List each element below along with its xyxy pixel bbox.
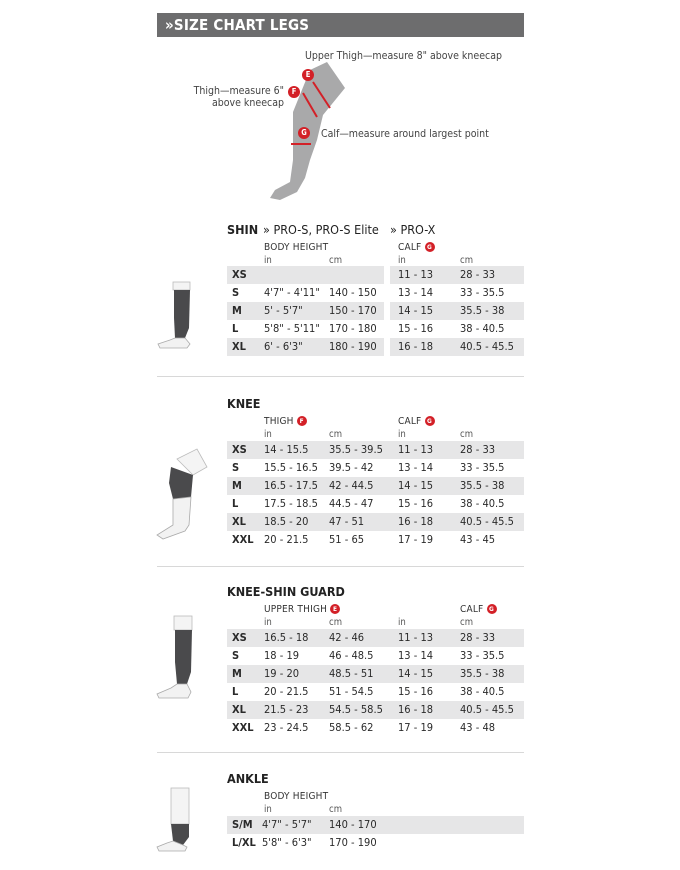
cell-cm: 180 - 190 (329, 340, 377, 353)
unit-in: in (398, 429, 406, 440)
table-row (227, 816, 524, 834)
cell-in: 14 - 15 (398, 667, 434, 680)
knee-shin-calf-header-label: CALF (460, 604, 484, 615)
unit-cm: cm (460, 617, 474, 628)
table-row (227, 266, 384, 284)
table-row (227, 320, 384, 338)
section-divider (157, 376, 524, 377)
shin-group-pro-x: » PRO-X (390, 222, 436, 237)
cell-cm: 35.5 - 38 (460, 667, 505, 680)
cell-cm: 28 - 33 (460, 268, 496, 281)
cell-in: 20 - 21.5 (264, 533, 309, 546)
cell-in: 4'7" - 4'11" (264, 286, 320, 299)
cell-cm: 150 - 170 (329, 304, 377, 317)
knee-shin-upper-thigh-header (264, 604, 340, 615)
size-label: XS (232, 268, 247, 281)
table-row (227, 513, 524, 531)
knee-thigh-header-label: THIGH (264, 416, 294, 427)
table-row (227, 665, 524, 683)
table-row (390, 302, 524, 320)
cell-cm: 38 - 40.5 (460, 497, 505, 510)
cell-cm: 40.5 - 45.5 (460, 703, 514, 716)
cell-in: 16.5 - 17.5 (264, 479, 318, 492)
cell-cm: 140 - 150 (329, 286, 377, 299)
cell-in: 20 - 21.5 (264, 685, 309, 698)
knee-thigh-header (264, 416, 307, 427)
size-label: S (232, 286, 240, 299)
cell-cm: 44.5 - 47 (329, 497, 374, 510)
table-row (227, 441, 524, 459)
cell-in: 11 - 13 (398, 631, 434, 644)
unit-in: in (264, 804, 272, 815)
unit-cm: cm (329, 429, 343, 440)
size-label: M (232, 667, 242, 680)
table-row (227, 683, 524, 701)
unit-cm: cm (329, 255, 343, 266)
cell-in: 16 - 18 (398, 515, 434, 528)
cell-in: 14 - 15 (398, 304, 434, 317)
size-label: XS (232, 443, 247, 456)
table-row (227, 719, 524, 737)
cell-cm: 28 - 33 (460, 631, 496, 644)
cell-in: 14 - 15.5 (264, 443, 309, 456)
table-row (227, 338, 384, 356)
cell-cm: 35.5 - 39.5 (329, 443, 383, 456)
table-row (227, 477, 524, 495)
cell-in: 23 - 24.5 (264, 721, 309, 734)
size-label: M (232, 304, 242, 317)
size-label: XL (232, 515, 246, 528)
thigh-caption (192, 85, 284, 109)
cell-in: 15 - 16 (398, 497, 434, 510)
cell-cm: 47 - 51 (329, 515, 365, 528)
unit-in: in (264, 255, 272, 266)
cell-in: 19 - 20 (264, 667, 300, 680)
unit-in: in (398, 255, 406, 266)
cell-cm: 40.5 - 45.5 (460, 340, 514, 353)
shin-body-height-header: BODY HEIGHT (264, 242, 329, 253)
badge-f-icon: F (288, 86, 300, 98)
unit-cm: cm (329, 617, 343, 628)
cell-in: 17.5 - 18.5 (264, 497, 318, 510)
cell-cm: 43 - 48 (460, 721, 496, 734)
ankle-body-height-header: BODY HEIGHT (264, 791, 329, 802)
badge-e-icon: E (330, 604, 340, 614)
cell-in: 16 - 18 (398, 340, 434, 353)
cell-cm: 170 - 180 (329, 322, 377, 335)
cell-cm: 38 - 40.5 (460, 685, 505, 698)
section-divider (157, 566, 524, 567)
table-row (227, 701, 524, 719)
table-row (227, 284, 384, 302)
cell-in: 17 - 19 (398, 533, 434, 546)
knee-shin-calf-header (460, 604, 497, 615)
cell-in: 5'8" - 5'11" (264, 322, 320, 335)
size-label: XXL (232, 721, 254, 734)
cell-in: 14 - 15 (398, 479, 434, 492)
shin-guard-illustration (155, 278, 200, 353)
knee-calf-header-label: CALF (398, 416, 422, 427)
cell-in: 16 - 18 (398, 703, 434, 716)
badge-g-icon: G (425, 416, 435, 426)
unit-in: in (264, 617, 272, 628)
cell-cm: 140 - 170 (329, 818, 377, 831)
thigh-caption-line2: above kneecap (211, 97, 284, 109)
cell-cm: 43 - 45 (460, 533, 496, 546)
cell-cm: 35.5 - 38 (460, 304, 505, 317)
table-row (390, 320, 524, 338)
cell-cm: 33 - 35.5 (460, 286, 505, 299)
knee-shin-guard-illustration (155, 612, 200, 702)
page-title: »SIZE CHART LEGS (157, 13, 524, 37)
cell-cm: 51 - 54.5 (329, 685, 374, 698)
cell-in: 4'7" - 5'7" (262, 818, 312, 831)
cell-in: 15.5 - 16.5 (264, 461, 318, 474)
ankle-section-title: ANKLE (227, 771, 269, 786)
cell-cm: 42 - 46 (329, 631, 365, 644)
cell-in: 18.5 - 20 (264, 515, 309, 528)
cell-cm: 54.5 - 58.5 (329, 703, 383, 716)
cell-cm: 35.5 - 38 (460, 479, 505, 492)
size-label: XXL (232, 533, 254, 546)
cell-in: 15 - 16 (398, 322, 434, 335)
cell-cm: 33 - 35.5 (460, 461, 505, 474)
cell-cm: 48.5 - 51 (329, 667, 374, 680)
table-row (390, 284, 524, 302)
cell-in: 18 - 19 (264, 649, 300, 662)
shin-group-pro-s: » PRO-S, PRO-S Elite (263, 222, 379, 237)
ankle-brace-illustration (155, 785, 200, 855)
shin-calf-header (398, 242, 435, 253)
table-row (227, 531, 524, 549)
calf-caption: Calf—measure around largest point (321, 128, 489, 140)
size-label: XL (232, 340, 246, 353)
cell-in: 5' - 5'7" (264, 304, 303, 317)
cell-in: 11 - 13 (398, 268, 434, 281)
size-label: L/XL (232, 836, 256, 849)
cell-in: 13 - 14 (398, 649, 434, 662)
size-label: S/M (232, 818, 253, 831)
table-row (227, 302, 384, 320)
size-label: XS (232, 631, 247, 644)
cell-in: 21.5 - 23 (264, 703, 309, 716)
upper-thigh-caption: Upper Thigh—measure 8" above kneecap (305, 50, 502, 62)
badge-g-icon: G (425, 242, 435, 252)
size-label: L (232, 685, 239, 698)
cell-in: 13 - 14 (398, 461, 434, 474)
table-row (227, 495, 524, 513)
knee-calf-header (398, 416, 435, 427)
cell-cm: 33 - 35.5 (460, 649, 505, 662)
size-label: XL (232, 703, 246, 716)
knee-shin-section-title: KNEE-SHIN GUARD (227, 584, 345, 599)
badge-e-icon: E (302, 69, 314, 81)
cell-cm: 42 - 44.5 (329, 479, 374, 492)
unit-in: in (264, 429, 272, 440)
cell-cm: 40.5 - 45.5 (460, 515, 514, 528)
cell-cm: 58.5 - 62 (329, 721, 374, 734)
badge-g-icon: G (298, 127, 310, 139)
table-row (227, 459, 524, 477)
cell-cm: 38 - 40.5 (460, 322, 505, 335)
cell-in: 15 - 16 (398, 685, 434, 698)
table-row (227, 629, 524, 647)
unit-cm: cm (460, 255, 474, 266)
size-label: S (232, 461, 240, 474)
cell-cm: 39.5 - 42 (329, 461, 374, 474)
table-row (390, 266, 524, 284)
table-row (227, 647, 524, 665)
size-label: S (232, 649, 240, 662)
knee-section-title: KNEE (227, 396, 261, 411)
size-label: L (232, 497, 239, 510)
cell-cm: 28 - 33 (460, 443, 496, 456)
knee-shin-upper-thigh-header-label: UPPER THIGH (264, 604, 328, 615)
cell-in: 16.5 - 18 (264, 631, 309, 644)
thigh-caption-line1: Thigh—measure 6" (193, 85, 284, 97)
badge-g-icon: G (487, 604, 497, 614)
unit-in: in (398, 617, 406, 628)
cell-in: 6' - 6'3" (264, 340, 303, 353)
table-row (390, 338, 524, 356)
cell-cm: 46 - 48.5 (329, 649, 374, 662)
shin-section-title: SHIN (227, 222, 259, 237)
shin-calf-header-label: CALF (398, 242, 422, 253)
cell-cm: 170 - 190 (329, 836, 377, 849)
cell-in: 11 - 13 (398, 443, 434, 456)
unit-cm: cm (329, 804, 343, 815)
cell-cm: 51 - 65 (329, 533, 365, 546)
table-row (227, 834, 524, 852)
unit-cm: cm (460, 429, 474, 440)
badge-f-icon: F (297, 416, 307, 426)
size-label: L (232, 322, 239, 335)
section-divider (157, 752, 524, 753)
cell-in: 17 - 19 (398, 721, 434, 734)
cell-in: 13 - 14 (398, 286, 434, 299)
size-label: M (232, 479, 242, 492)
cell-in: 5'8" - 6'3" (262, 836, 312, 849)
knee-guard-illustration (155, 445, 210, 545)
